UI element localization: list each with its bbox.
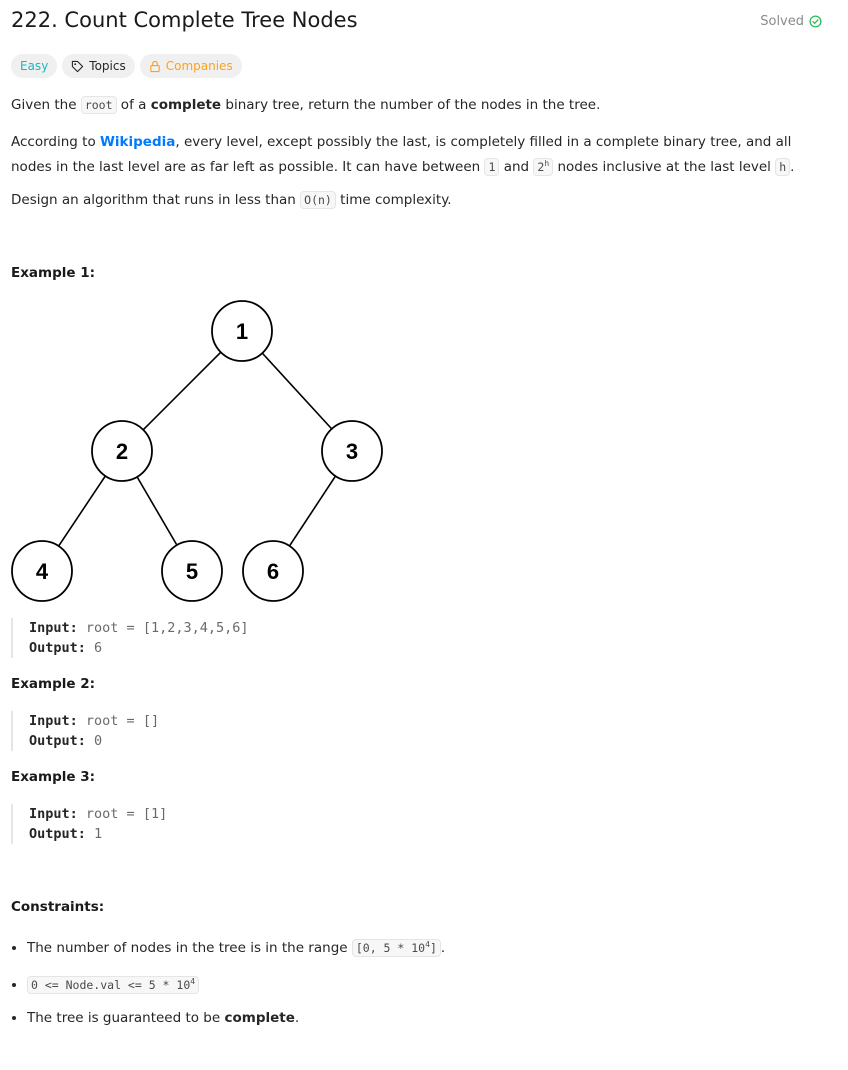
example-3-heading: Example 3: xyxy=(11,769,96,785)
description-paragraph-1: Given the root of a complete binary tree, return the number of the nodes in the tree. xyxy=(11,97,601,113)
tag-icon xyxy=(71,60,84,73)
difficulty-label: Easy xyxy=(20,59,49,73)
constraint-item xyxy=(27,971,827,996)
inline-code: root xyxy=(81,96,117,114)
example-input: root = [1,2,3,4,5,6] xyxy=(85,620,249,636)
check-circle-icon xyxy=(809,15,822,28)
tree-node-label: 2 xyxy=(115,439,129,464)
inline-code: [0, $5 * 10^4$] xyxy=(352,939,441,957)
inline-code: 1 xyxy=(484,158,499,176)
tree-node-label: 3 xyxy=(345,439,359,464)
example-2-heading: Example 2: xyxy=(11,676,96,692)
example-input: root = [] xyxy=(85,713,160,729)
tree-node-label: 1 xyxy=(235,319,249,344)
companies-label: Companies xyxy=(165,59,233,73)
tree-node-label: 5 xyxy=(185,559,199,584)
inline-code: h xyxy=(775,158,790,176)
problem-title[interactable]: 222. Count Complete Tree Nodes xyxy=(11,8,358,32)
constraints-heading: Constraints: xyxy=(11,899,105,915)
example-1-tree-diagram xyxy=(11,298,391,608)
constraint-item: • The number of nodes in the tree is in the range [0, $5 * 10^4$] . xyxy=(27,934,827,959)
tree-node-label: 4 xyxy=(35,559,49,584)
description-paragraph-3: Design an algorithm that runs in less than O(n) time complexity. xyxy=(11,192,452,208)
inline-code: 2$^h$ xyxy=(533,158,553,176)
inline-code: O(n) xyxy=(300,191,336,209)
example-3-block: Input: root = [1] Output: 1 xyxy=(11,804,167,844)
topics-button[interactable] xyxy=(62,54,134,78)
constraint-item: • The tree is guaranteed to be complete. xyxy=(27,1008,827,1029)
inline-code: 0 <= Node.val <= $5 * 10^4$ xyxy=(27,976,199,994)
example-input: root = [1] xyxy=(85,806,168,822)
difficulty-badge xyxy=(11,54,57,78)
companies-button[interactable] xyxy=(140,54,242,78)
example-2-block: Input: root = [] Output: 0 xyxy=(11,711,159,751)
description-paragraph-2: According to Wikipedia, every level, except possibly the last, is completely filled in a complete binary tree, and all nodes in the last level are as far left as possible. It can have between 1 and 2$^h$ nodes inclusive at the last level h . xyxy=(11,134,795,175)
tree-node-label: 6 xyxy=(266,559,280,584)
wikipedia-link[interactable]: Wikipedia xyxy=(100,134,176,150)
lock-icon xyxy=(149,60,161,73)
example-output: 1 xyxy=(94,826,103,842)
example-1-block: Input: root = [1,2,3,4,5,6] Output: 6 xyxy=(11,618,248,658)
example-output: 6 xyxy=(94,640,103,656)
example-1-heading: Example 1: xyxy=(11,265,96,281)
topics-label: Topics xyxy=(89,59,126,73)
solved-label: Solved xyxy=(760,14,804,29)
example-output: 0 xyxy=(94,733,103,749)
solved-status xyxy=(760,14,822,29)
tag-row xyxy=(11,54,242,78)
constraints-list xyxy=(11,934,827,1041)
